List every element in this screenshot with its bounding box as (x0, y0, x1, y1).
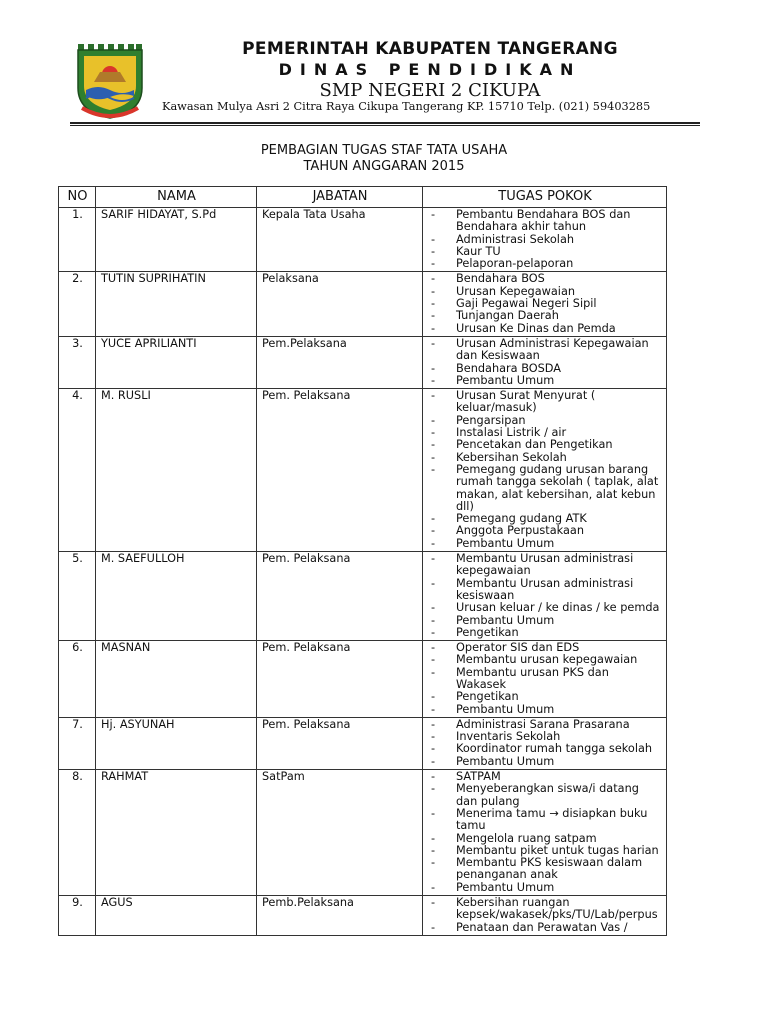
task-item: - Pembantu Umum (428, 704, 662, 716)
table-row (59, 552, 667, 641)
letterhead (70, 38, 700, 118)
table-row (59, 389, 667, 552)
task-list (428, 273, 662, 334)
task-list (428, 390, 662, 550)
task-item: - Membantu Urusan administrasi kesiswaan (428, 578, 662, 603)
school-name: SMP NEGERI 2 CIKUPA (319, 80, 541, 101)
task-item: - Pembantu Umum (428, 375, 662, 387)
row-number: 5. (59, 552, 96, 641)
task-list-cell (423, 208, 667, 272)
task-list-cell (423, 389, 667, 552)
table-row (59, 770, 667, 896)
table-row (59, 896, 667, 936)
task-item: - Mengelola ruang satpam (428, 833, 662, 845)
task-item: - Membantu urusan kepegawaian (428, 654, 662, 666)
staff-position: Pelaksana (257, 272, 423, 336)
letterhead-divider-thin (70, 125, 700, 126)
task-item: - Pembantu Umum (428, 756, 662, 768)
task-item: - Urusan Administrasi Kepegawaian dan Kesiswaan (428, 338, 662, 363)
staff-position: SatPam (257, 770, 423, 896)
tangerang-crest-icon (72, 42, 148, 120)
staff-position: Pem. Pelaksana (257, 552, 423, 641)
task-list (428, 771, 662, 894)
agency-name: DINAS PENDIDIKAN (278, 60, 582, 79)
task-item: - Kaur TU (428, 246, 662, 258)
staff-name: M. SAEFULLOH (96, 552, 257, 641)
staff-name: YUCE APRILIANTI (96, 336, 257, 388)
task-list-cell (423, 896, 667, 936)
staff-task-table (58, 186, 667, 936)
staff-position: Pem. Pelaksana (257, 641, 423, 718)
task-item: - Pembantu Umum (428, 615, 662, 627)
task-list-cell (423, 641, 667, 718)
header-nama: NAMA (96, 187, 257, 208)
staff-name: SARIF HIDAYAT, S.Pd (96, 208, 257, 272)
task-item: - Pemegang gudang ATK (428, 513, 662, 525)
staff-position: Pem. Pelaksana (257, 389, 423, 552)
task-item: - Anggota Perpustakaan (428, 525, 662, 537)
task-item: - Urusan Surat Menyurat ( keluar/masuk) (428, 390, 662, 415)
staff-position: Pem.Pelaksana (257, 336, 423, 388)
task-item: - Menerima tamu → disiapkan buku tamu (428, 808, 662, 833)
task-item: - Inventaris Sekolah (428, 731, 662, 743)
staff-name: TUTIN SUPRIHATIN (96, 272, 257, 336)
staff-position: Pemb.Pelaksana (257, 896, 423, 936)
header-jabatan: JABATAN (257, 187, 423, 208)
table-row (59, 272, 667, 336)
task-list-cell (423, 552, 667, 641)
row-number: 3. (59, 336, 96, 388)
table-body (59, 208, 667, 936)
task-item: - Administrasi Sarana Prasarana (428, 719, 662, 731)
table-header-row (59, 187, 667, 208)
task-item: - Penataan dan Perawatan Vas / (428, 922, 662, 934)
task-item: - Membantu urusan PKS dan Wakasek (428, 667, 662, 692)
task-list (428, 642, 662, 716)
task-item: - Tunjangan Daerah (428, 310, 662, 322)
staff-name: MASNAN (96, 641, 257, 718)
task-item: - Membantu PKS kesiswaan dalam penanganan anak (428, 857, 662, 882)
row-number: 7. (59, 717, 96, 769)
task-list (428, 209, 662, 270)
task-item: - Urusan Ke Dinas dan Pemda (428, 323, 662, 335)
task-item: - Pembantu Bendahara BOS dan Bendahara akhir tahun (428, 209, 662, 234)
row-number: 8. (59, 770, 96, 896)
school-address: Kawasan Mulya Asri 2 Citra Raya Cikupa Tangerang KP. 15710 Telp. (021) 59403285 (162, 100, 651, 113)
staff-name: Hj. ASYUNAH (96, 717, 257, 769)
government-name: PEMERINTAH KABUPATEN TANGERANG (242, 39, 618, 59)
task-list (428, 553, 662, 639)
task-item: - Urusan keluar / ke dinas / ke pemda (428, 602, 662, 614)
task-item: - Membantu piket untuk tugas harian (428, 845, 662, 857)
staff-name: M. RUSLI (96, 389, 257, 552)
task-item: - Gaji Pegawai Negeri Sipil (428, 298, 662, 310)
task-list-cell (423, 272, 667, 336)
task-item: - Menyeberangkan siswa/i datang dan pulang (428, 783, 662, 808)
task-item: - Instalasi Listrik / air (428, 427, 662, 439)
row-number: 1. (59, 208, 96, 272)
header-tugas-pokok: TUGAS POKOK (423, 187, 667, 208)
row-number: 6. (59, 641, 96, 718)
document-title-line2: TAHUN ANGGARAN 2015 (303, 159, 465, 174)
document-title-line1: PEMBAGIAN TUGAS STAF TATA USAHA (260, 143, 508, 158)
staff-position: Kepala Tata Usaha (257, 208, 423, 272)
task-item: - Urusan Kepegawaian (428, 286, 662, 298)
task-item: - Kebersihan ruangan kepsek/wakasek/pks/TU/Lab/perpus (428, 897, 662, 922)
task-item: - Administrasi Sekolah (428, 234, 662, 246)
letterhead-divider-thick (70, 122, 700, 124)
task-item: - Koordinator rumah tangga sekolah (428, 743, 662, 755)
task-list-cell (423, 336, 667, 388)
document-title (0, 143, 768, 175)
task-list-cell (423, 770, 667, 896)
task-item: - Pelaporan-pelaporan (428, 258, 662, 270)
task-item: - Pembantu Umum (428, 882, 662, 894)
task-item: - Kebersihan Sekolah (428, 452, 662, 464)
task-list (428, 338, 662, 387)
task-item: - Bendahara BOSDA (428, 363, 662, 375)
table-row (59, 717, 667, 769)
task-item: - Pengetikan (428, 627, 662, 639)
staff-position: Pem. Pelaksana (257, 717, 423, 769)
row-number: 4. (59, 389, 96, 552)
task-item: - Bendahara BOS (428, 273, 662, 285)
row-number: 9. (59, 896, 96, 936)
task-item: - SATPAM (428, 771, 662, 783)
staff-name: RAHMAT (96, 770, 257, 896)
letterhead-heading (160, 38, 700, 102)
task-item: - Membantu Urusan administrasi kepegawaian (428, 553, 662, 578)
staff-name: AGUS (96, 896, 257, 936)
table-row (59, 336, 667, 388)
task-item: - Pemegang gudang urusan barang rumah tangga sekolah ( taplak, alat makan, alat kebersihan, alat kebun dll) (428, 464, 662, 513)
table-row (59, 641, 667, 718)
task-item: - Pembantu Umum (428, 538, 662, 550)
task-list (428, 719, 662, 768)
task-item: - Pencetakan dan Pengetikan (428, 439, 662, 451)
task-item: - Pengarsipan (428, 415, 662, 427)
table-row (59, 208, 667, 272)
row-number: 2. (59, 272, 96, 336)
task-list (428, 897, 662, 934)
task-item: - Pengetikan (428, 691, 662, 703)
task-item: - Operator SIS dan EDS (428, 642, 662, 654)
header-no: NO (59, 187, 96, 208)
task-list-cell (423, 717, 667, 769)
